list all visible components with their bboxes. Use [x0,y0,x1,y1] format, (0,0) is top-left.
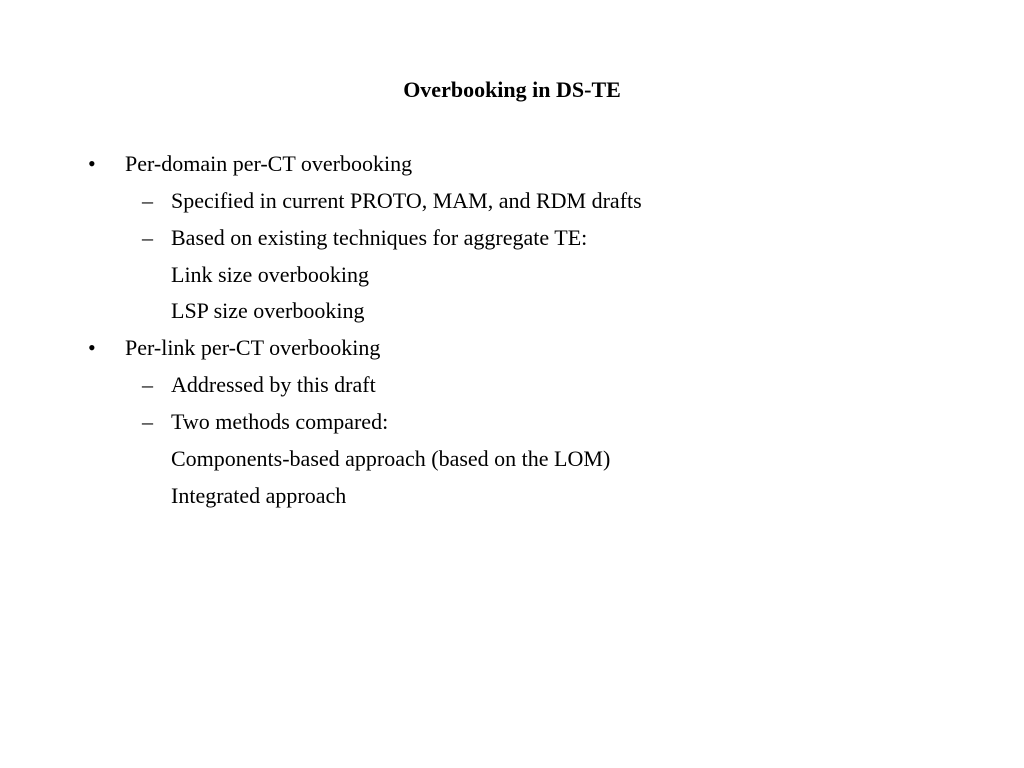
sub-item: Based on existing techniques for aggregate TE: [171,225,588,250]
dash-marker: – [142,225,153,250]
sub-item: Addressed by this draft [171,372,376,397]
dash-marker: – [142,409,153,434]
sub-sub-item: LSP size overbooking [171,298,365,323]
sub-sub-item: Components-based approach (based on the LOM) [171,446,611,471]
dash-marker: – [142,372,153,397]
bullet-item: Per-domain per-CT overbooking [125,151,413,176]
bullet-marker: • [88,151,96,176]
dash-marker: – [142,188,153,213]
sub-item: Specified in current PROTO, MAM, and RDM drafts [171,188,642,213]
slide-title: Overbooking in DS-TE [403,77,621,102]
sub-item: Two methods compared: [171,409,389,434]
bullet-item: Per-link per-CT overbooking [125,335,381,360]
bullet-marker: • [88,335,96,360]
sub-sub-item: Integrated approach [171,483,347,508]
sub-sub-item: Link size overbooking [171,262,369,287]
